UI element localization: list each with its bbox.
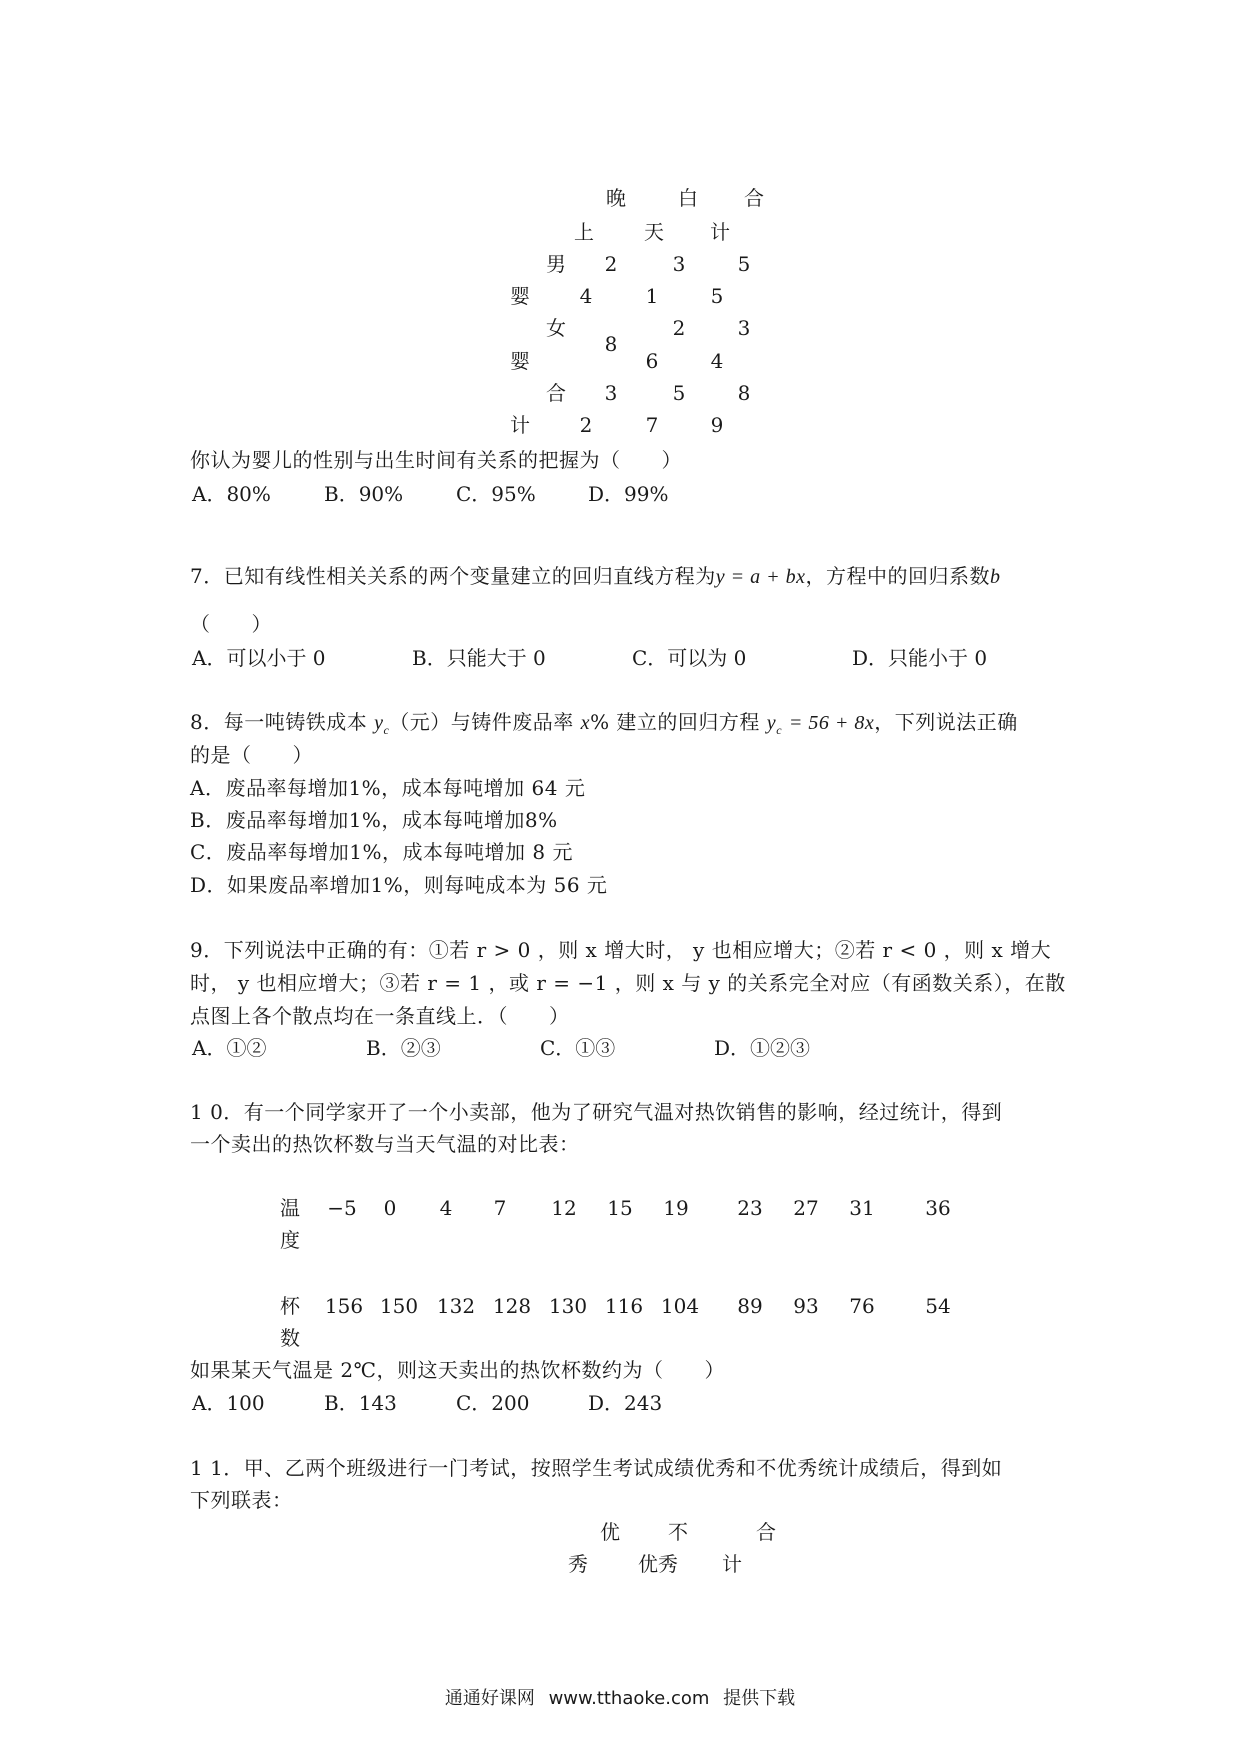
table-cell: 4 [579,284,593,308]
table-cell: 5 [672,381,686,405]
table-cell: 1 [645,284,659,308]
option-a: A．80% [192,482,271,506]
option-d: D．99% [588,482,669,506]
footer-suffix: 提供下载 [723,1688,796,1709]
table-cell: 3 [672,252,686,276]
question-11-line1: 1 1．甲、乙两个班级进行一门考试，按照学生考试成绩优秀和不优秀统计成绩后，得到如 [190,1456,1003,1480]
temp-value: 27 [793,1196,819,1220]
cups-value: 130 [548,1294,588,1318]
question-8-text: % 建立的回归方程 [590,710,760,734]
option-c: C．废品率每增加1%，成本每吨增加 8 元 [190,840,573,864]
cups-value: 150 [379,1294,419,1318]
table-header-cell: 优 [600,1520,620,1544]
option-a: A．废品率每增加1%，成本每吨增加 64 元 [190,776,586,800]
option-d: D．243 [588,1391,663,1415]
question-8-line2: 的是（ ） [190,743,313,767]
question-8-text: （元）与铸件废品率 [389,710,574,734]
table-cell: 4 [710,349,724,373]
table-header-cell: 不 [668,1520,688,1544]
question-7-paren: （ ） [190,612,272,636]
option-a: A．可以小于 0 [192,646,326,670]
footer-url[interactable]: www.tthaoke.com [548,1688,710,1709]
table-header-cell: 合 [756,1520,776,1544]
question-10-question: 如果某天气温是 2℃，则这天卖出的热饮杯数约为（ ） [190,1358,725,1382]
row-label-temp: 度 [280,1228,300,1252]
option-d: D．只能小于 0 [852,646,988,670]
cups-value: 93 [793,1294,819,1318]
option-b: B．废品率每增加1%，成本每吨增加8% [190,808,558,832]
table-cell: 2 [604,252,618,276]
cups-value: 116 [604,1294,644,1318]
regression-formula: y = a + bx [715,566,806,588]
temp-value: 12 [551,1196,577,1220]
option-c: C．95% [456,482,536,506]
question-8-text: ，下列说法正确 [874,710,1018,734]
coefficient-variable: b [989,566,1001,588]
table-header-cell: 上 [574,220,594,244]
row-label-cups: 数 [280,1326,300,1350]
table-header-cell: 白 [678,186,698,210]
cups-value: 132 [436,1294,476,1318]
table-cell: 7 [645,413,659,437]
question-9-line3: 点图上各个散点均在一条直线上．（ ） [190,1004,570,1028]
cups-value: 104 [660,1294,700,1318]
temp-value: 0 [383,1196,397,1220]
regression-formula: = 56 + 8x [788,712,875,734]
table-cell: 3 [604,381,618,405]
regression-lhs-subscript: c [776,723,783,737]
table-row-label: 计 [510,413,530,437]
table-header-cell: 优秀 [638,1552,678,1576]
row-label-temp: 温 [280,1196,300,1220]
row-label-cups: 杯 [280,1294,300,1318]
temp-value: 4 [439,1196,453,1220]
table-row-label: 女 [546,316,566,340]
option-d: D．如果废品率增加1%，则每吨成本为 56 元 [190,873,608,897]
cost-subscript: c [383,723,390,737]
option-a: A．①② [192,1036,267,1060]
question-6-stem: 你认为婴儿的性别与出生时间有关系的把握为（ ） [190,448,682,472]
regression-lhs-variable: y [766,712,777,734]
cost-variable: y [374,712,384,734]
question-10-line2: 一个卖出的热饮杯数与当天气温的对比表： [190,1132,580,1156]
table-cell: 8 [604,332,618,356]
question-9-line1: 9．下列说法中正确的有：①若 r > 0 ，则 x 增大时， y 也相应增大；②若 r < 0 ，则 x 增大 [190,938,1052,962]
table-cell: 6 [645,349,659,373]
option-b: B．②③ [366,1036,441,1060]
table-header-cell: 计 [710,220,730,244]
option-c: C．①③ [540,1036,616,1060]
cups-value: 156 [324,1294,364,1318]
table-header-cell: 晚 [606,186,626,210]
cups-value: 89 [737,1294,763,1318]
option-c: C．可以为 0 [632,646,747,670]
temp-value: 36 [925,1196,951,1220]
option-d: D．①②③ [714,1036,811,1060]
question-7-text: ，方程中的回归系数 [805,564,990,588]
cups-value: 54 [925,1294,951,1318]
temp-value: 19 [663,1196,689,1220]
table-header-cell: 秀 [568,1552,588,1576]
temp-value: 15 [607,1196,633,1220]
table-row-label: 男 [546,252,566,276]
temp-value: −5 [327,1196,357,1220]
table-cell: 2 [672,316,686,340]
option-b: B．90% [324,482,404,506]
cups-value: 128 [492,1294,532,1318]
question-7-stem [190,566,1000,587]
temp-value: 31 [849,1196,875,1220]
cups-value: 76 [849,1294,875,1318]
table-cell: 2 [579,413,593,437]
temp-value: 7 [493,1196,507,1220]
option-c: C．200 [456,1391,530,1415]
option-a: A．100 [192,1391,265,1415]
table-row-label: 婴 [510,284,530,308]
question-10-line1: 1 0．有一个同学家开了一个小卖部，他为了研究气温对热饮销售的影响，经过统计，得到 [190,1100,1003,1124]
rate-variable: x [580,712,591,734]
table-header-cell: 计 [722,1552,742,1576]
question-8-text: 8．每一吨铸铁成本 [190,710,368,734]
table-row-label: 婴 [510,349,530,373]
option-b: B．143 [324,1391,397,1415]
table-cell: 8 [737,381,751,405]
page-footer [0,1684,1240,1710]
question-8-stem [190,712,1018,736]
footer-site-name: 通通好课网 [444,1688,535,1709]
question-11-line2: 下列联表： [190,1488,293,1512]
table-cell: 5 [710,284,724,308]
table-cell: 3 [737,316,751,340]
temp-value: 23 [737,1196,763,1220]
table-header-cell: 合 [744,186,764,210]
question-9-line2: 时， y 也相应增大；③若 r = 1 ，或 r = −1 ，则 x 与 y 的关系完全对应（有函数关系），在散 [190,971,1066,995]
table-row-label: 合 [546,381,566,405]
option-b: B．只能大于 0 [412,646,546,670]
question-7-text: 7．已知有线性相关关系的两个变量建立的回归直线方程为 [190,564,716,588]
table-cell: 9 [710,413,724,437]
table-header-cell: 天 [644,220,664,244]
table-cell: 5 [737,252,751,276]
